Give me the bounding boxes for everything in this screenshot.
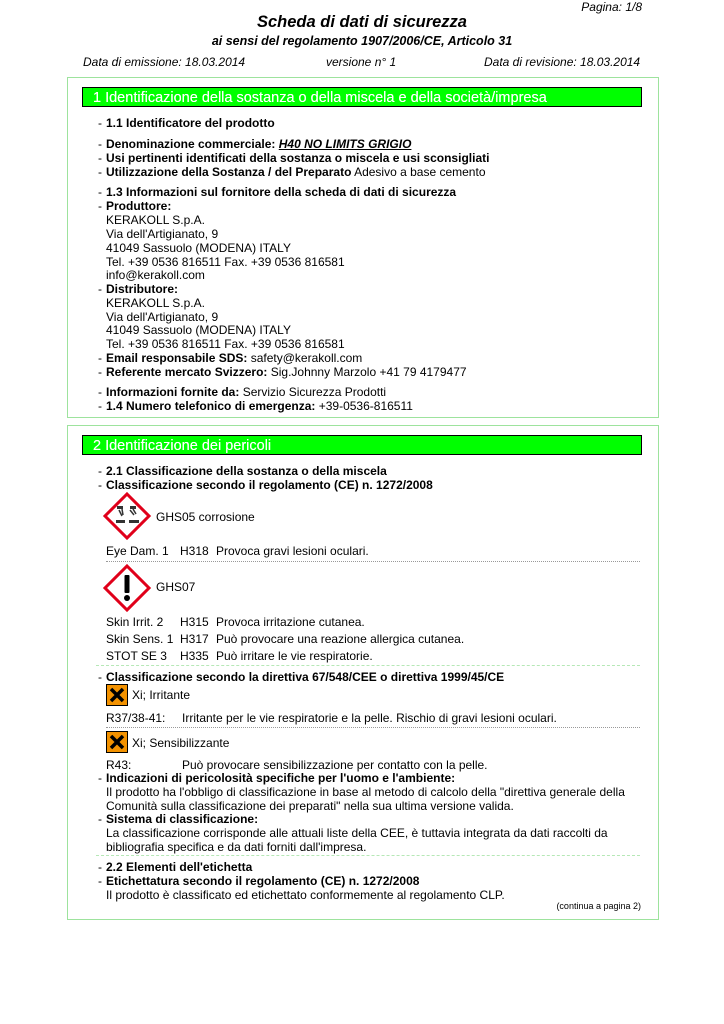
classification-system-text: bibliografia specifica e da dati forniti dall'impresa. [106,840,367,854]
hazard-code: H317 [180,632,209,646]
classification-system-text: La classificazione corrisponde alle attuali liste della CEE, è tuttavia integrata da dati raccolti da [106,826,608,840]
hazard-code: H318 [180,544,209,558]
hazard-statement: Provoca irritazione cutanea. [216,615,365,629]
xi-sensitizing-label: Xi; Sensibilizzante [132,736,230,750]
document-subtitle: ai sensi del regolamento 1907/2006/CE, Articolo 31 [211,34,513,48]
risk-phrase-code: R43: [106,758,132,772]
hazard-indications-text: Il prodotto ha l'obbligo di classificazione in base al metodo di calcolo della "direttiva generale della [106,785,625,799]
use-value: Adesivo a base cemento [354,165,486,179]
dotted-separator [106,727,640,728]
hazard-code: H335 [180,649,209,663]
clp-labelling-label: Etichettatura secondo il regolamento (CE) n. 1272/2008 [106,874,420,888]
hazard-class: Skin Irrit. 2 [106,615,164,629]
emission-date: Data di emissione: 18.03.2014 [83,55,246,69]
info-value: Servizio Sicurezza Prodotti [242,385,387,399]
distributor-label: Distributore: [106,282,178,296]
section-separator [96,665,640,666]
hazard-class: Skin Sens. 1 [106,632,174,646]
hazard-class: STOT SE 3 [106,649,167,663]
emergency-value: +39-0536-816511 [318,399,413,413]
section-separator [96,855,640,856]
use-label: Utilizzazione della Sostanza / del Preparato [106,165,352,179]
distributor-line: Via dell'Artigianato, 9 [106,310,219,324]
clp-classification-label: Classificazione secondo il regolamento (CE) n. 1272/2008 [106,478,433,492]
exclamation-icon [103,564,151,612]
producer-email[interactable]: info@kerakoll.com [106,268,205,282]
risk-phrase-text: Può provocare sensibilizzazione per contatto con la pelle. [182,758,488,772]
supplier-heading: 1.3 Informazioni sul fornitore della scheda di dati di sicurezza [106,185,457,199]
directive-classification-label: Classificazione secondo la direttiva 67/548/CEE o direttiva 1999/45/CE [106,670,505,684]
classification-heading: 2.1 Classificazione della sostanza o della miscela [106,464,387,478]
document-title: Scheda di dati di sicurezza [257,13,467,31]
risk-phrase-code: R37/38-41: [106,711,166,725]
classification-system-label: Sistema di classificazione: [106,812,259,826]
xi-irritant-label: Xi; Irritante [132,688,191,702]
revision-date: Data di revisione: 18.03.2014 [484,55,641,69]
risk-phrase-text: Irritante per le vie respiratorie e la pelle. Rischio di gravi lesioni oculari. [182,711,557,725]
producer-line: KERAKOLL S.p.A. [106,213,205,227]
section-1-heading: 1 Identificazione della sostanza o della miscela e della società/impresa [82,87,642,107]
producer-line: Via dell'Artigianato, 9 [106,227,219,241]
hazard-statement: Può irritare le vie respiratorie. [216,649,373,663]
distributor-line: Tel. +39 0536 816511 Fax. +39 0536 816581 [106,337,345,351]
hazard-code: H315 [180,615,209,629]
section-2-heading: 2 Identificazione dei pericoli [82,435,642,455]
uses-heading: Usi pertinenti identificati della sostanza o miscela e usi sconsigliati [106,151,490,165]
swiss-contact-value: Sig.Johnny Marzolo +41 79 4179477 [270,365,467,379]
label-elements-heading: 2.2 Elementi dell'etichetta [106,860,253,874]
email-label: Email responsabile SDS: [106,351,248,365]
emergency-label: 1.4 Numero telefonico di emergenza: [106,399,316,413]
xi-sensitizing-icon [106,731,128,753]
email-value[interactable]: safety@kerakoll.com [250,351,363,365]
dotted-separator [106,561,640,562]
swiss-contact-label: Referente mercato Svizzero: [106,365,268,379]
clp-labelling-text: Il prodotto è classificato ed etichettato conformemente al regolamento CLP. [106,888,505,902]
continued-note: (continua a pagina 2) [556,901,641,911]
hazard-statement: Provoca gravi lesioni oculari. [216,544,369,558]
hazard-indications-label: Indicazioni di pericolosità specifiche per l'uomo e l'ambiente: [106,771,456,785]
ghs05-label: GHS05 corrosione [156,510,255,524]
ghs07-label: GHS07 [156,580,196,594]
distributor-line: KERAKOLL S.p.A. [106,296,205,310]
version-number: versione n° 1 [326,55,397,69]
section-1-content: - 1.1 Identificatore del prodotto - Denominazione commerciale: H40 NO LIMITS GRIGIO - Usi pertinenti identificati della sostanza o miscela e usi sconsigliati - Utilizzazione della Sostanza / del Preparato Adesivo a base cemento - 1.3 Informazioni sul fornitore della scheda di dati di sicurezza - Produttore: KERAKOLL S.p.A. Via dell'Artigianato, 9 41049 Sassuolo (MODENA) ITALY Tel. +39 0536 816511 Fax. +39 0536 816581 info@kerakoll.com - Distributore: KERAKOLL S.p.A. Via dell'Artigianato, 9 41049 Sassuolo (MODENA) ITALY Tel. +39 0536 816511 Fax. +39 0536 816581 - Email responsabile SDS: safety@kerakoll.com - Referente mercato Svizzero: Sig.Johnny Marzolo +41 79 4179477 - Informazioni fornite da: Servizio Sicurezza Prodotti - 1.4 Numero telefonico di emergenza: +39-0536-816511 [98,116,490,413]
hazard-statement: Può provocare una reazione allergica cutanea. [216,632,465,646]
distributor-line: 41049 Sassuolo (MODENA) ITALY [106,323,291,337]
section-2-content: - 2.1 Classificazione della sostanza o della miscela - Classificazione secondo il regolamento (CE) n. 1272/2008 GHS05 corrosione Eye Dam. 1 H318 Provoca gravi lesioni oculari. GHS07 Skin Irrit. 2 H315 Provoca irritazione cutanea. Skin Sens. 1 H317 Può provocare una reazione allergica cutanea. STOT SE 3 H335 Può irritare le vie respiratorie. - Classificazione secondo la direttiva 67/548/CEE o direttiva 1999/45/CE Xi; Irritante R37/38-41: Irritante per le vie respiratorie e la pelle. Rischio di gravi lesioni oculari. Xi; Sensibilizzante R43: Può provocare sensibilizzazione per contatto con la pelle. - Indicazioni di pericolosità specifiche per l'uomo e l'ambiente: Il prodotto ha l'obbligo di classificazione in base al metodo di calcolo della "direttiva generale della Comunità sulla classificazione dei preparati" nella sua ultima versione valida. - Sistema di classificazione: La classificazione corrisponde alle attuali liste della CEE, è tuttavia integrata da dati raccolti da bibliografia specifica e da dati forniti dall'impresa. - 2.2 Elementi dell'etichetta - Etichettatura secondo il regolamento (CE) n. 1272/2008 Il prodotto è classificato ed etichettato conformemente al regolamento CLP. (continua a pagina 2) [98,464,641,911]
identifier-heading: 1.1 Identificatore del prodotto [106,116,275,130]
xi-irritant-icon [106,684,128,706]
producer-line: 41049 Sassuolo (MODENA) ITALY [106,241,291,255]
corrosion-icon [103,492,151,540]
trade-name-label: Denominazione commerciale: [106,137,276,151]
info-label: Informazioni fornite da: [106,385,240,399]
producer-label: Produttore: [106,199,172,213]
page-number: Pagina: 1/8 [581,0,642,14]
hazard-indications-text: Comunità sulla classificazione dei preparati" nella sua ultima versione valida. [106,799,514,813]
trade-name-value: H40 NO LIMITS GRIGIO [278,137,412,151]
producer-line: Tel. +39 0536 816511 Fax. +39 0536 816581 [106,255,345,269]
hazard-class: Eye Dam. 1 [106,544,169,558]
